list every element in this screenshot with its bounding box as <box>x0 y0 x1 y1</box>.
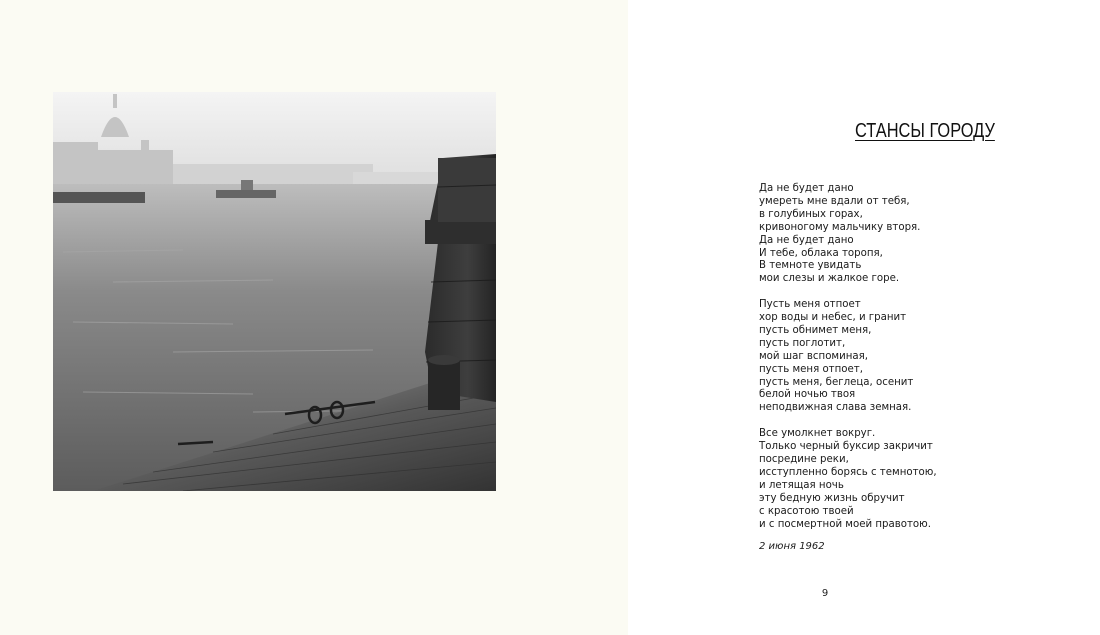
river-photo <box>53 92 496 491</box>
poem-line: И тебе, облака торопя, <box>759 247 883 259</box>
poem-line: мой шаг вспоминая, <box>759 350 869 362</box>
poem-line: пусть обнимет меня, <box>759 324 872 336</box>
stanza <box>759 428 1059 531</box>
poem-line: Да не будет дано <box>759 234 854 246</box>
poem-line: Только черный буксир закричит <box>759 441 933 453</box>
poem-line: пусть меня отпоет, <box>759 363 863 375</box>
river-embankment-image <box>53 92 496 491</box>
poem-line: пусть поглотит, <box>759 337 846 349</box>
poem-line: и летящая ночь <box>759 479 844 491</box>
poem-line: хор воды и небес, и гранит <box>759 312 907 324</box>
poem-body <box>759 183 1059 544</box>
poem-line: В темноте увидать <box>759 260 862 272</box>
stanza <box>759 299 1059 415</box>
poem-line: исступленно борясь с темнотою, <box>759 466 937 478</box>
poem-line: кривоногому мальчику вторя. <box>759 221 921 233</box>
poem-line: в голубиных горах, <box>759 208 863 220</box>
poem-line: с красотою твоей <box>759 505 854 517</box>
poem-line: Пусть меня отпоет <box>759 299 861 311</box>
page-number: 9 <box>821 588 829 599</box>
poem-line: и с посмертной моей правотою. <box>759 518 931 530</box>
poem-line: Все умолкнет вокруг. <box>759 428 876 440</box>
poem-line: посредине реки, <box>759 454 849 465</box>
poem-title: СТАНСЫ ГОРОДУ <box>855 120 995 142</box>
stanza <box>759 183 1059 286</box>
poem-line: умереть мне вдали от тебя, <box>759 195 910 207</box>
poem-line: белой ночью твоя <box>759 389 856 401</box>
poem-date: 2 июня 1962 <box>759 541 825 552</box>
poem-line: неподвижная слава земная. <box>759 402 912 414</box>
poem-line: пусть меня, беглеца, осенит <box>759 376 914 388</box>
poem-line: мои слезы и жалкое горе. <box>759 273 900 285</box>
poem-line: эту бедную жизнь обручит <box>759 492 905 504</box>
poem-line: Да не будет дано <box>759 183 854 194</box>
